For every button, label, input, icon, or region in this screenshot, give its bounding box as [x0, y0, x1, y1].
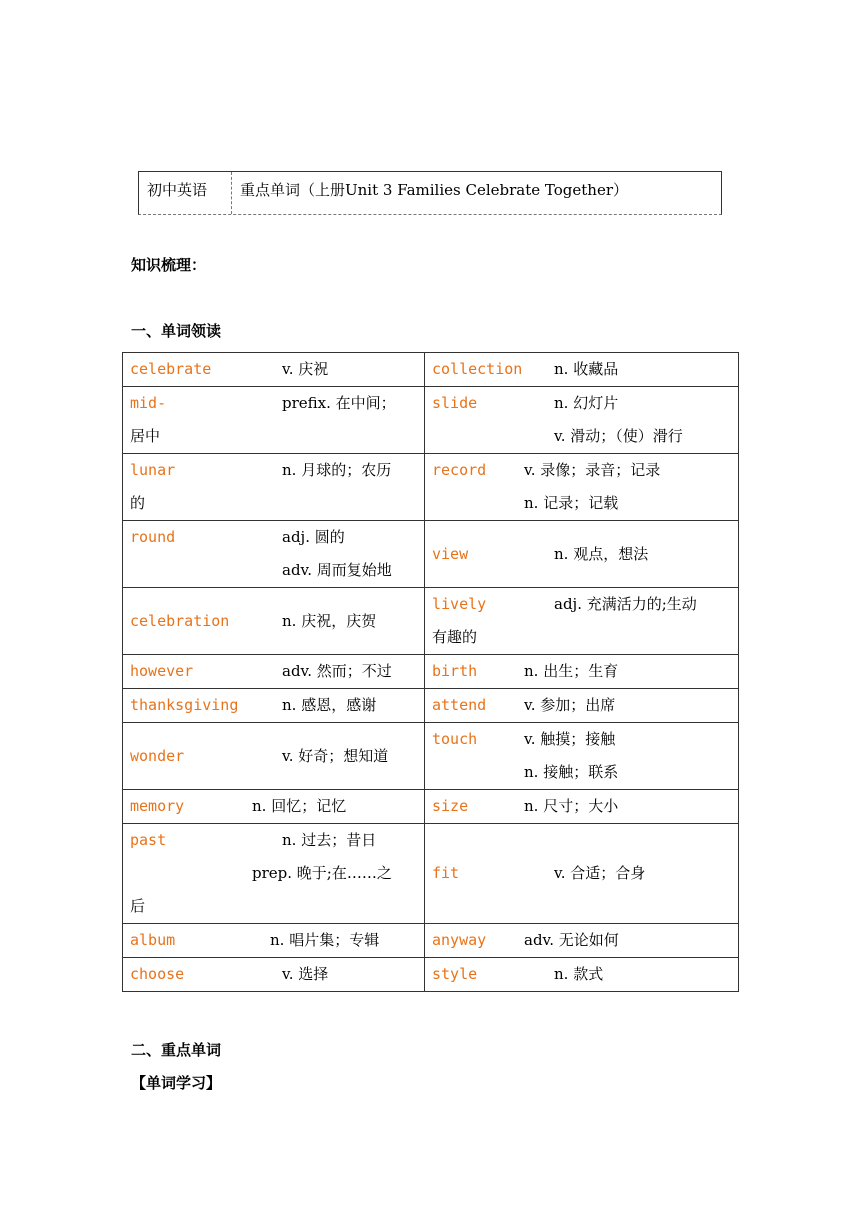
- table-row: [123, 353, 739, 387]
- vocab-cell-left: [123, 790, 425, 824]
- table-row: [123, 958, 739, 992]
- vocab-word: fit: [432, 864, 460, 882]
- vocab-definition: n. 尺寸；大小: [524, 797, 619, 815]
- table-row: [123, 924, 739, 958]
- vocab-definition: n. 记录；记载: [524, 494, 619, 512]
- vocab-word: round: [130, 528, 176, 546]
- vocab-cell-right: [425, 689, 739, 723]
- vocab-cell-right: [425, 790, 739, 824]
- table-row: [123, 387, 739, 454]
- vocab-definition: v. 好奇；想知道: [282, 746, 389, 765]
- vocab-definition: n. 幻灯片: [554, 394, 619, 412]
- vocab-word: attend: [432, 696, 487, 714]
- vocab-definition: v. 合适；合身: [554, 864, 646, 882]
- section-two-heading: 二、重点单词: [131, 1041, 222, 1059]
- vocab-word: record: [432, 461, 487, 479]
- vocab-word: anyway: [432, 931, 487, 949]
- vocab-word: style: [432, 965, 478, 983]
- vocab-definition: adv. 然而；不过: [282, 662, 392, 680]
- vocab-cell-right: [425, 353, 739, 387]
- vocab-definition: n. 接触；联系: [524, 763, 619, 781]
- vocab-cell-right: [425, 454, 739, 521]
- vocab-cell-right: [425, 924, 739, 958]
- table-row: [123, 521, 739, 588]
- section-two-subheading: 【单词学习】: [131, 1074, 222, 1092]
- vocab-definition: adj. 充满活力的;生动: [554, 595, 697, 613]
- header-title: 重点单词（上册Unit 3 Families Celebrate Together）: [240, 181, 629, 199]
- vocab-word: wonder: [130, 746, 185, 765]
- vocab-definition: v. 选择: [282, 965, 329, 983]
- vocab-definition: prep. 晚于;在……之: [252, 864, 392, 882]
- table-row: [123, 824, 739, 924]
- vocab-word: slide: [432, 394, 478, 412]
- vocab-word: mid-: [130, 394, 167, 412]
- vocab-word: choose: [130, 965, 185, 983]
- vocab-word: lunar: [130, 461, 176, 479]
- table-row: [123, 454, 739, 521]
- vocab-definition: n. 观点，想法: [554, 544, 649, 563]
- table-row: [123, 689, 739, 723]
- vocab-definition: n. 唱片集；专辑: [270, 931, 380, 949]
- table-row: [123, 790, 739, 824]
- section-knowledge-heading: 知识梳理：: [131, 256, 207, 274]
- vocab-definition: n. 款式: [554, 965, 604, 983]
- vocab-cell-right: [425, 958, 739, 992]
- vocab-cell-left: [123, 387, 425, 454]
- vocab-cell-left: [123, 454, 425, 521]
- vocab-cell-left: [123, 521, 425, 588]
- vocab-definition: 居中: [130, 427, 161, 445]
- vocabulary-table: [122, 352, 739, 992]
- vocab-cell-right: [425, 723, 739, 790]
- vocab-word: view: [432, 544, 469, 563]
- vocab-cell-right: [425, 655, 739, 689]
- header-box: [138, 171, 722, 215]
- vocab-definition: prefix. 在中间；: [282, 394, 396, 412]
- table-row: [123, 723, 739, 790]
- vocab-word: celebrate: [130, 360, 212, 378]
- vocab-definition: n. 月球的；农历: [282, 461, 392, 479]
- vocab-word: touch: [432, 730, 478, 748]
- vocab-cell-left: [123, 723, 425, 790]
- vocab-word: lively: [432, 595, 487, 613]
- vocab-definition: n. 收藏品: [554, 360, 619, 378]
- vocab-definition: v. 录像；录音；记录: [524, 461, 661, 479]
- vocab-definition: n. 出生；生育: [524, 662, 619, 680]
- vocab-cell-left: [123, 924, 425, 958]
- vocab-word: size: [432, 797, 469, 815]
- vocab-cell-right: [425, 588, 739, 655]
- vocab-word: thanksgiving: [130, 696, 239, 714]
- vocab-definition: n. 回忆；记忆: [252, 797, 347, 815]
- vocab-cell-left: [123, 689, 425, 723]
- vocab-word: celebration: [130, 611, 230, 630]
- vocab-definition: 有趣的: [432, 628, 478, 646]
- header-subject: 初中英语: [139, 172, 232, 214]
- vocab-definition: n. 过去；昔日: [282, 831, 377, 849]
- vocab-definition: v. 庆祝: [282, 360, 329, 378]
- vocab-definition: adj. 圆的: [282, 528, 345, 546]
- vocab-word: however: [130, 662, 194, 680]
- vocab-definition: v. 触摸；接触: [524, 730, 616, 748]
- vocab-definition: v. 滑动；（使）滑行: [554, 427, 683, 445]
- vocab-definition: adv. 周而复始地: [282, 561, 392, 579]
- table-row: [123, 655, 739, 689]
- vocab-cell-left: [123, 655, 425, 689]
- section-one-heading: 一、单词领读: [131, 322, 222, 340]
- vocab-definition: n. 庆祝，庆贺: [282, 611, 377, 630]
- vocab-definition: adv. 无论如何: [524, 931, 619, 949]
- vocab-cell-left: [123, 824, 425, 924]
- table-row: [123, 588, 739, 655]
- vocab-word: collection: [432, 360, 523, 378]
- vocab-definition: 的: [130, 494, 146, 512]
- vocab-cell-left: [123, 958, 425, 992]
- vocab-cell-right: [425, 824, 739, 924]
- vocab-word: birth: [432, 662, 478, 680]
- vocab-cell-left: [123, 588, 425, 655]
- vocab-word: memory: [130, 797, 185, 815]
- vocab-cell-left: [123, 353, 425, 387]
- vocab-definition: 后: [130, 897, 146, 915]
- vocab-word: past: [130, 831, 167, 849]
- vocab-word: album: [130, 931, 176, 949]
- vocab-cell-right: [425, 521, 739, 588]
- vocab-definition: v. 参加；出席: [524, 696, 616, 714]
- vocab-cell-right: [425, 387, 739, 454]
- vocab-definition: n. 感恩，感谢: [282, 696, 377, 714]
